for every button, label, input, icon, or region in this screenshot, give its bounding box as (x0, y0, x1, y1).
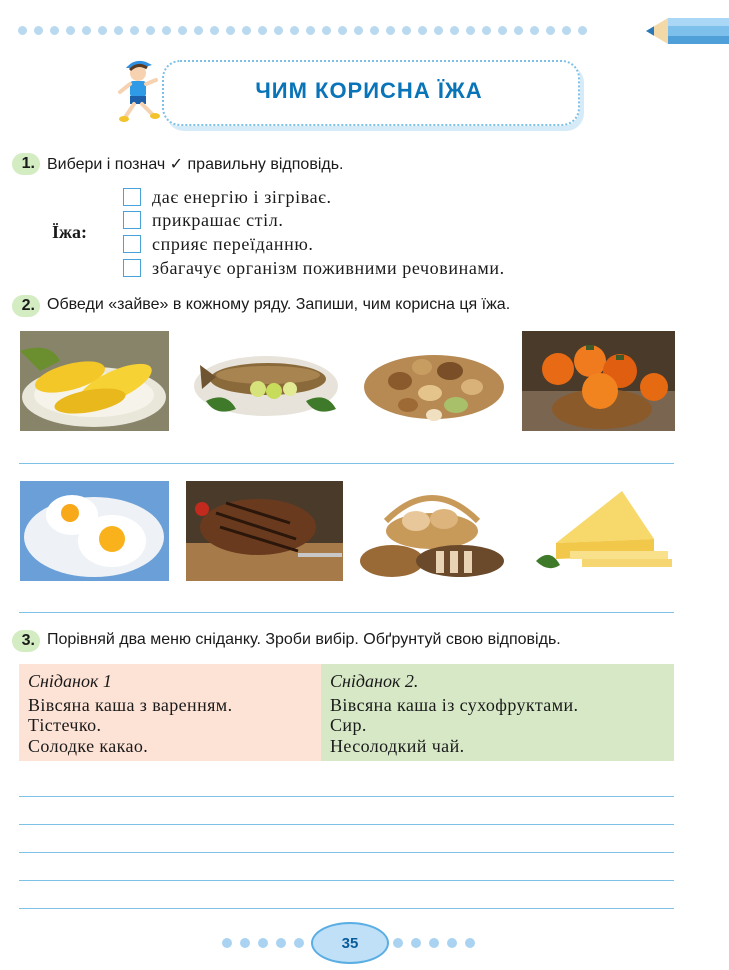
answer-option: сприяє переїданню. (152, 234, 314, 254)
task-number: 2. (12, 295, 40, 317)
answer-checkbox[interactable] (123, 211, 141, 229)
answer-option: прикрашає стіл. (152, 210, 284, 230)
nuts-image[interactable] (360, 331, 509, 431)
corn-image[interactable] (20, 331, 169, 431)
menu-1-title: Сніданок 1 (28, 671, 112, 691)
answer-checkbox[interactable] (123, 188, 141, 206)
answer-option: збагачує організм поживними речовинами. (152, 258, 505, 278)
footer-dots-left (222, 938, 304, 948)
fish-image[interactable] (186, 331, 343, 431)
answer-line[interactable] (19, 463, 674, 464)
page-number: 35 (311, 922, 389, 964)
menu-1-item: Вівсяна каша з варенням. (28, 695, 233, 715)
task-instruction: Обведи «зайве» в кожному ряду. Запиши, чим корисна ця їжа. (47, 296, 511, 313)
answer-checkbox[interactable] (123, 259, 141, 277)
menu-1-item: Солодке какао. (28, 736, 149, 756)
bread-image[interactable] (356, 481, 509, 581)
menu-2-title: Сніданок 2. (330, 671, 419, 691)
fried-eggs-image[interactable] (20, 481, 169, 581)
menu-2-item: Сир. (330, 715, 367, 735)
task-number: 1. (12, 153, 40, 175)
task-instruction: Порівняй два меню сніданку. Зроби вибір. Обґрунтуй свою відповідь. (47, 631, 561, 648)
answer-line[interactable] (19, 612, 674, 613)
answer-line[interactable] (19, 908, 674, 909)
steak-image[interactable] (186, 481, 343, 581)
page-title: ЧИМ КОРИСНА ЇЖА (255, 78, 483, 103)
cheese-image[interactable] (526, 481, 675, 581)
answer-checkbox[interactable] (123, 235, 141, 253)
answer-option: дає енергію і зігріває. (152, 187, 332, 207)
task-number: 3. (12, 630, 40, 652)
food-label: Їжа: (52, 222, 88, 242)
menu-2-item: Вівсяна каша із сухофруктами. (330, 695, 579, 715)
task-instruction: Вибери і познач ✓ правильну відповідь. (47, 156, 344, 173)
persimmon-image[interactable] (522, 331, 675, 431)
answer-line[interactable] (19, 824, 674, 825)
answer-line[interactable] (19, 852, 674, 853)
top-dotted-border (18, 26, 633, 36)
footer-dots-right (393, 938, 475, 948)
answer-line[interactable] (19, 796, 674, 797)
menu-2-item: Несолодкий чай. (330, 736, 465, 756)
pencil-icon (646, 14, 729, 48)
answer-line[interactable] (19, 880, 674, 881)
menu-1-item: Тістечко. (28, 715, 102, 735)
